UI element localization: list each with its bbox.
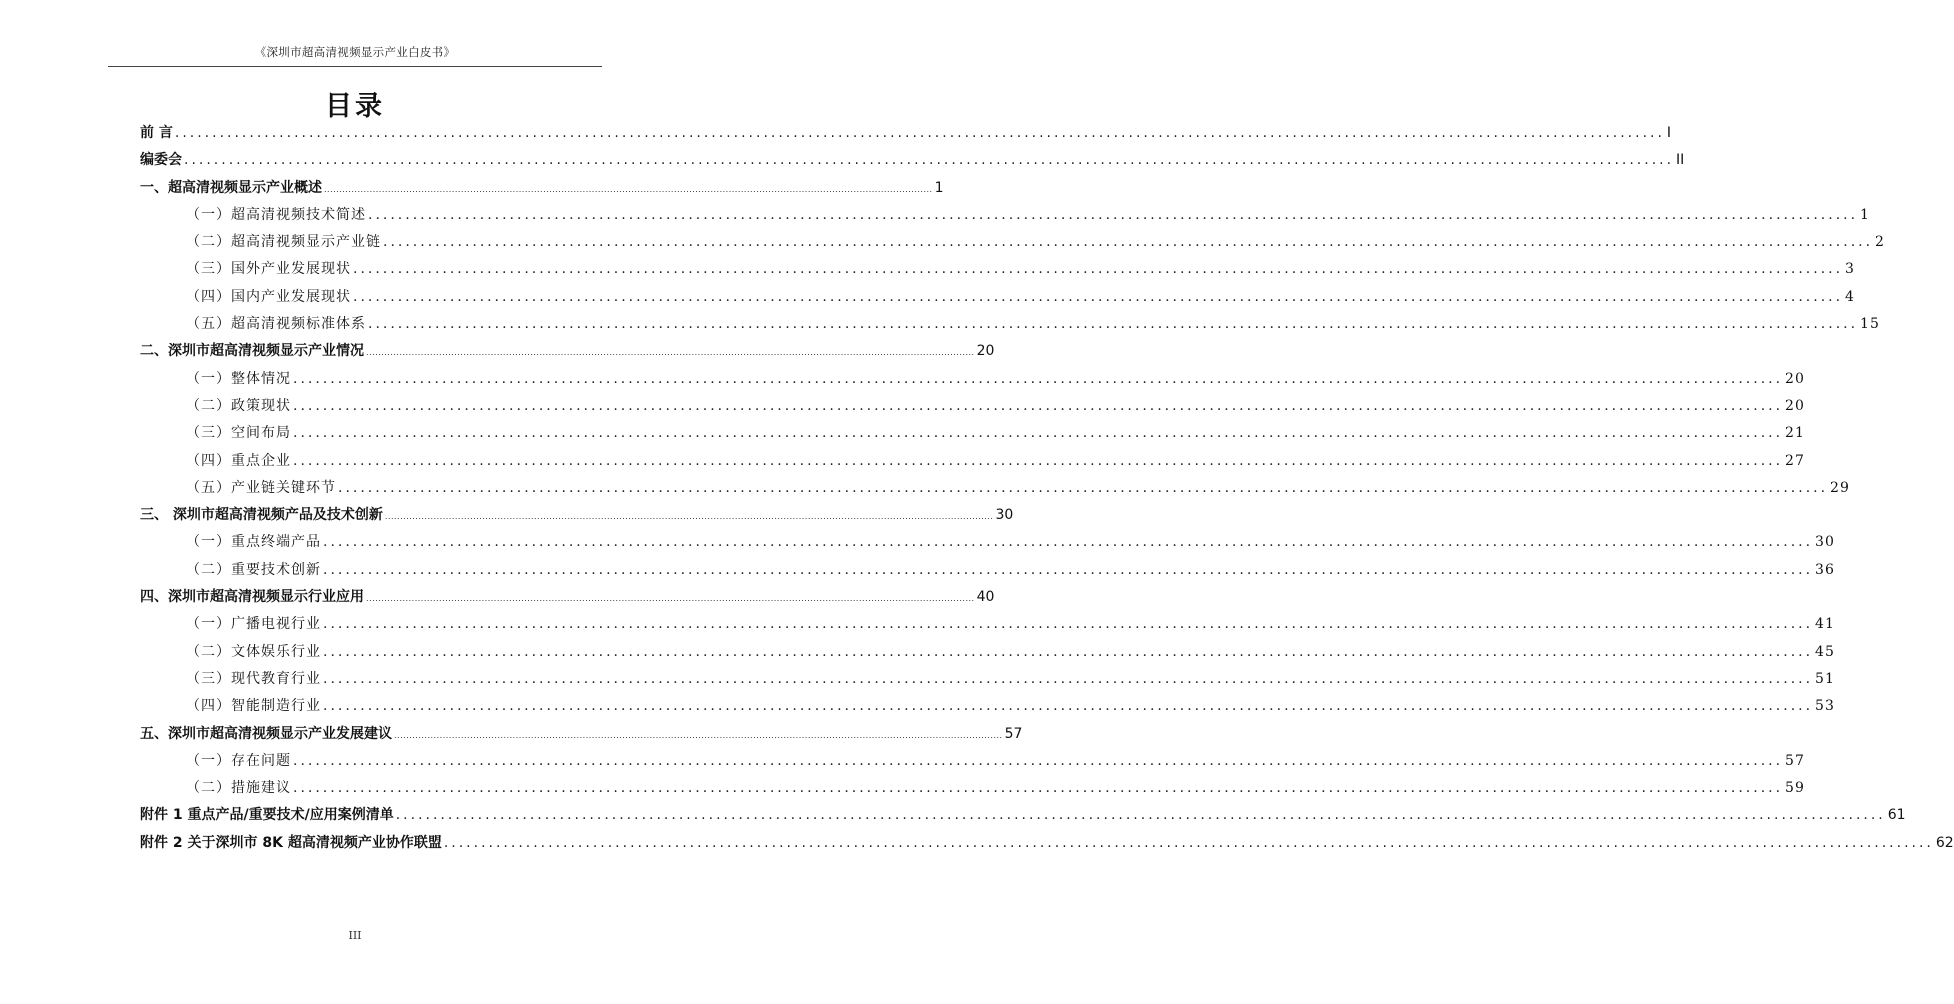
toc-entry-label: 四、深圳市超高清视频显示行业应用 [140,589,364,606]
toc-entry-label: 附件 1 重点产品/重要技术/应用案例清单 [140,807,394,824]
dot-leader: ........................................................................................................................................................................................................ [368,316,1859,333]
toc-entry-section[interactable] [140,313,1880,340]
toc-entry-section[interactable] [140,695,1835,722]
toc-entry-label: （四）重点企业 [186,452,291,469]
toc-entry-label: （二）文体娱乐行业 [186,643,321,660]
toc-entry-page: 51 [1815,670,1835,687]
dot-leader: ........................................................................................................................................................................................................ [293,752,1784,769]
toc-entry-page: 20 [1785,370,1805,387]
toc-entry-section[interactable] [140,477,1850,504]
toc-entry-label: （五）超高清视频标准体系 [186,316,366,333]
toc-entry-label: （一）广播电视行业 [186,616,321,633]
toc-entry-label: （二）重要技术创新 [186,561,321,578]
dot-leader: ........................................................................................................................................................................................................ [383,234,1874,251]
toc-entry-page: 1 [1860,206,1870,223]
toc-entry-chapter[interactable] [140,122,1672,149]
toc-entry-page: 40 [976,589,995,606]
dot-leader: ........................................................................................................................................................................................................ [174,125,1665,141]
toc-entry-label: （四）智能制造行业 [186,698,321,715]
toc-entry-page: 15 [1860,316,1880,333]
dot-leader: ........................................................................................................................................................................................................ [324,184,933,194]
toc-entry-page: 4 [1845,288,1855,305]
page-number: III [348,929,362,942]
toc-entry-label: 前 言 [140,125,173,141]
toc-entry-page: 3 [1845,261,1855,278]
toc-entry-label: （三）空间布局 [186,425,291,442]
toc-entry-page: 2 [1875,234,1885,251]
dot-leader: ........................................................................................................................................................................................................ [394,730,1003,740]
dot-leader: ........................................................................................................................................................................................................ [395,807,1886,824]
dot-leader: ........................................................................................................................................................................................................ [293,425,1784,442]
dot-leader: ........................................................................................................................................................................................................ [353,261,1844,278]
toc-entry-section[interactable] [140,613,1835,640]
toc-entry-chapter[interactable] [140,586,995,613]
toc-entry-section[interactable] [140,258,1855,285]
toc-entry-page: 53 [1815,698,1835,715]
toc-entry-page: 1 [934,179,944,196]
toc-entry-label: 编委会 [140,152,182,169]
toc-entry-section[interactable] [140,368,1805,395]
dot-leader: ........................................................................................................................................................................................................ [184,152,1675,169]
dot-leader: ........................................................................................................................................................................................................ [443,834,1934,851]
toc-entry-label: （五）产业链关键环节 [186,479,336,496]
page-title: 目录 [325,91,385,122]
toc-entry-label: （二）措施建议 [186,780,291,797]
toc-entry-page: 20 [976,343,995,360]
dot-leader: ........................................................................................................................................................................................................ [366,348,975,358]
toc-entry-page: 30 [1815,534,1835,551]
toc-entry-section[interactable] [140,204,1870,231]
dot-leader: ........................................................................................................................................................................................................ [293,397,1784,414]
toc-entry-chapter[interactable] [140,504,1014,531]
toc-entry-section[interactable] [140,231,1885,258]
toc-entry-chapter[interactable] [140,149,1685,176]
toc-entry-section[interactable] [140,777,1805,804]
toc-entry-label: （一）重点终端产品 [186,534,321,551]
dot-leader: ........................................................................................................................................................................................................ [323,534,1814,551]
dot-leader: ........................................................................................................................................................................................................ [293,370,1784,387]
toc-entry-page: 27 [1785,452,1805,469]
toc-entry-section[interactable] [140,286,1855,313]
toc-entry-page: 41 [1815,616,1835,633]
toc-entry-section[interactable] [140,450,1805,477]
toc-entry-label: 三、 深圳市超高清视频产品及技术创新 [140,507,383,524]
dot-leader: ........................................................................................................................................................................................................ [323,616,1814,633]
toc-entry-section[interactable] [140,422,1805,449]
dot-leader: ........................................................................................................................................................................................................ [293,780,1784,797]
toc-entry-label: 二、深圳市超高清视频显示产业情况 [140,343,364,360]
toc-entry-page: 45 [1815,643,1835,660]
toc-entry-chapter[interactable] [140,832,1954,859]
running-header: 《深圳市超高清视频显示产业白皮书》 [254,45,456,59]
dot-leader: ........................................................................................................................................................................................................ [293,452,1784,469]
dot-leader: ........................................................................................................................................................................................................ [384,512,994,522]
toc-entry-page: 29 [1830,479,1850,496]
table-of-contents [140,122,1954,859]
toc-entry-label: （四）国内产业发展现状 [186,288,351,305]
toc-entry-page: 20 [1785,397,1805,414]
toc-entry-chapter[interactable] [140,177,944,204]
dot-leader: ........................................................................................................................................................................................................ [323,561,1814,578]
toc-entry-page: 57 [1004,725,1023,742]
toc-entry-section[interactable] [140,641,1835,668]
dot-leader: ........................................................................................................................................................................................................ [368,206,1859,223]
toc-entry-label: 五、深圳市超高清视频显示产业发展建议 [140,725,392,742]
toc-entry-section[interactable] [140,395,1805,422]
toc-entry-section[interactable] [140,559,1835,586]
toc-entry-chapter[interactable] [140,804,1906,831]
toc-entry-label: 一、超高清视频显示产业概述 [140,179,322,196]
dot-leader: ........................................................................................................................................................................................................ [323,698,1814,715]
toc-entry-page: 59 [1785,780,1805,797]
header-rule [108,66,602,67]
toc-entry-chapter[interactable] [140,340,995,367]
dot-leader: ........................................................................................................................................................................................................ [353,288,1844,305]
toc-entry-page: 36 [1815,561,1835,578]
toc-entry-page: I [1666,125,1672,141]
toc-entry-label: （二）政策现状 [186,397,291,414]
toc-entry-label: （一）整体情况 [186,370,291,387]
dot-leader: ........................................................................................................................................................................................................ [323,670,1814,687]
dot-leader: ........................................................................................................................................................................................................ [366,594,975,604]
toc-entry-label: （三）现代教育行业 [186,670,321,687]
toc-entry-label: （一）存在问题 [186,752,291,769]
toc-entry-chapter[interactable] [140,723,1023,750]
toc-entry-page: 30 [995,507,1014,524]
toc-entry-page: II [1676,152,1685,169]
toc-entry-section[interactable] [140,750,1805,777]
toc-entry-page: 61 [1887,807,1906,824]
toc-entry-label: （一）超高清视频技术简述 [186,206,366,223]
toc-entry-page: 62 [1935,834,1954,851]
toc-entry-page: 21 [1785,425,1805,442]
toc-entry-label: （二）超高清视频显示产业链 [186,234,381,251]
toc-entry-page: 57 [1785,752,1805,769]
toc-entry-label: （三）国外产业发展现状 [186,261,351,278]
dot-leader: ........................................................................................................................................................................................................ [323,643,1814,660]
toc-entry-section[interactable] [140,531,1835,558]
dot-leader: ........................................................................................................................................................................................................ [338,479,1829,496]
toc-entry-section[interactable] [140,668,1835,695]
toc-entry-label: 附件 2 关于深圳市 8K 超高清视频产业协作联盟 [140,834,442,851]
